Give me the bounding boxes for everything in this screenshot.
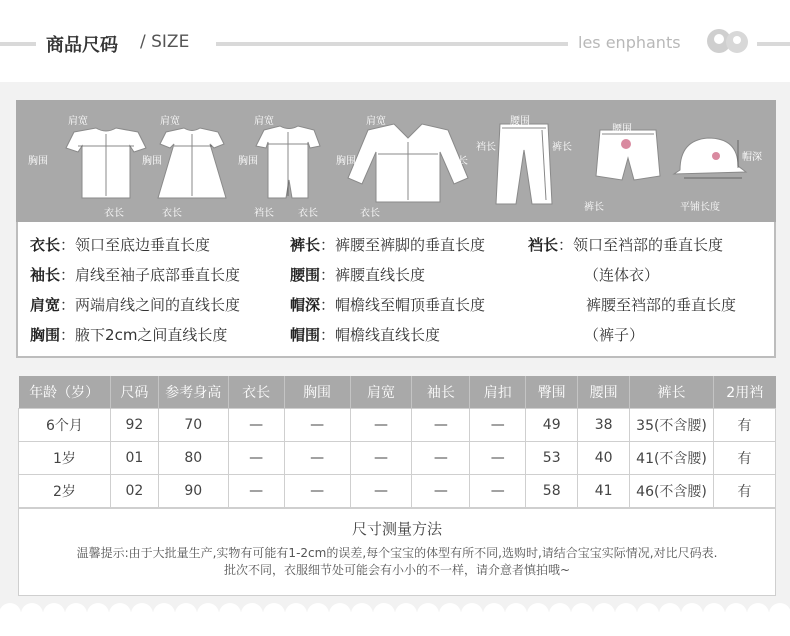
table-cell: — (350, 475, 412, 508)
page-title: 商品尺码 (46, 35, 118, 56)
table-cell: — (228, 475, 284, 508)
table-cell: 01 (110, 442, 158, 475)
hat-icon (674, 138, 746, 174)
label-crotch-1: 裆长 (254, 208, 274, 219)
table-cell: 38 (578, 409, 630, 442)
table-cell: 1岁 (19, 442, 111, 475)
table-row (19, 442, 776, 475)
label-waist-2: 腰围 (612, 124, 632, 135)
table-cell: — (228, 442, 284, 475)
def-waist: 腰围：裤腰直线长度 (290, 266, 426, 284)
def-crotch-note-pants: （裤子） (584, 326, 645, 344)
table-cell: 46(不含腰) (630, 475, 714, 508)
table-cell: — (412, 475, 470, 508)
shorts-decoration-icon (621, 139, 631, 149)
table-cell: — (284, 475, 350, 508)
table-cell: 90 (158, 475, 228, 508)
table-header-cell: 衣长 (228, 376, 284, 409)
def-pants-length: 裤长：裤腰至裤脚的垂直长度 (290, 236, 486, 254)
table-header-cell: 2用裆 (713, 376, 775, 409)
table-header-cell: 尺码 (110, 376, 158, 409)
note-line-2: 批次不同，衣服细节处可能会有小小的不一样，请介意者慎拍哦~ (223, 563, 571, 577)
label-length-3: 衣长 (298, 208, 318, 219)
table-cell: 40 (578, 442, 630, 475)
table-cell: 70 (158, 409, 228, 442)
brand-name: les enphants (578, 33, 681, 52)
table-cell: — (228, 409, 284, 442)
table-cell: 53 (526, 442, 578, 475)
label-crotch-2: 裆长 (476, 142, 496, 153)
table-cell: 6个月 (19, 409, 111, 442)
table-cell: — (470, 475, 526, 508)
table-cell: 58 (526, 475, 578, 508)
table-cell: — (350, 409, 412, 442)
label-waist-1: 腰围 (510, 116, 530, 127)
table-cell: 92 (110, 409, 158, 442)
label-length-1: 衣长 (104, 208, 124, 219)
table-header-cell: 臀围 (526, 376, 578, 409)
note-line-1: 温馨提示:由于大批量生产,实物有可能有1-2cm的误差,每个宝宝的体型有所不同,选购时,请结合宝宝实际情况,对比尺码表. (76, 546, 718, 560)
label-pants-length-2: 裤长 (584, 202, 604, 213)
table-header-cell: 胸围 (284, 376, 350, 409)
size-table (18, 376, 776, 508)
note-text (19, 545, 775, 579)
label-length-4: 衣长 (360, 208, 380, 219)
label-flat-length: 平铺长度 (680, 202, 720, 213)
table-header-cell: 袖长 (412, 376, 470, 409)
table-cell: — (284, 442, 350, 475)
table-cell: — (470, 442, 526, 475)
label-sleeve: 袖长 (448, 156, 468, 167)
label-hat-depth: 帽深 (742, 152, 762, 163)
def-shoulder: 肩宽：两端肩线之间的直线长度 (30, 296, 241, 314)
label-shoulder-3: 肩宽 (254, 116, 274, 127)
table-header-cell: 肩宽 (350, 376, 412, 409)
def-chest: 胸围：腋下2cm之间直线长度 (30, 326, 228, 344)
def-hat-circumference: 帽围：帽檐线直线长度 (290, 326, 441, 344)
def-crotch-note-romper: （连体衣） (584, 266, 660, 284)
brand-logo-icon (705, 26, 753, 56)
page-subtitle: / SIZE (140, 32, 190, 52)
header-rule-left (0, 42, 36, 46)
table-cell: 41 (578, 475, 630, 508)
shorts-icon (596, 130, 660, 180)
table-cell: 有 (713, 475, 775, 508)
table-header-cell: 肩扣 (470, 376, 526, 409)
table-cell: — (470, 409, 526, 442)
measurement-note (18, 508, 776, 596)
def-sleeve: 袖长：肩线至袖子底部垂直长度 (30, 266, 241, 284)
scalloped-edge (0, 600, 790, 636)
garment-illustrations (16, 100, 776, 222)
hat-flower-icon (712, 152, 720, 160)
table-header-cell: 参考身高 (158, 376, 228, 409)
note-title: 尺寸测量方法 (351, 520, 442, 538)
table-cell: 有 (713, 442, 775, 475)
label-chest-1: 胸围 (28, 156, 48, 167)
header-rule-right (757, 42, 790, 46)
table-cell: 49 (526, 409, 578, 442)
label-chest-3: 胸围 (238, 156, 258, 167)
table-cell: — (412, 442, 470, 475)
label-shoulder-1: 肩宽 (68, 116, 88, 127)
table-header-cell: 裤长 (630, 376, 714, 409)
table-cell: — (284, 409, 350, 442)
table-header-cell: 腰围 (578, 376, 630, 409)
def-crotch-pants: 裤腰至裆部的垂直长度 (586, 296, 737, 314)
table-row (19, 475, 776, 508)
label-pants-length: 裤长 (552, 142, 572, 153)
table-cell: 41(不含腰) (630, 442, 714, 475)
label-chest-4: 胸围 (336, 156, 356, 167)
label-chest-2: 胸围 (142, 156, 162, 167)
table-header-cell: 年龄（岁） (19, 376, 111, 409)
def-hat-depth: 帽深：帽檐线至帽顶垂直长度 (290, 296, 486, 314)
table-header-row (19, 376, 776, 409)
def-length: 衣长：领口至底边垂直长度 (30, 236, 211, 254)
def-crotch: 裆长：领口至裆部的垂直长度 (528, 236, 724, 254)
table-cell: — (412, 409, 470, 442)
table-cell: 02 (110, 475, 158, 508)
table-cell: 2岁 (19, 475, 111, 508)
table-cell: 有 (713, 409, 775, 442)
header-rule-middle (216, 42, 568, 46)
table-row (19, 409, 776, 442)
label-length-2: 衣长 (162, 208, 182, 219)
table-cell: 80 (158, 442, 228, 475)
table-cell: 35(不含腰) (630, 409, 714, 442)
label-shoulder-2: 肩宽 (160, 116, 180, 127)
label-shoulder-4: 肩宽 (366, 116, 386, 127)
measurement-definitions (16, 222, 776, 358)
page-header (0, 22, 790, 66)
table-cell: — (350, 442, 412, 475)
garment-diagram-panel (16, 100, 776, 222)
